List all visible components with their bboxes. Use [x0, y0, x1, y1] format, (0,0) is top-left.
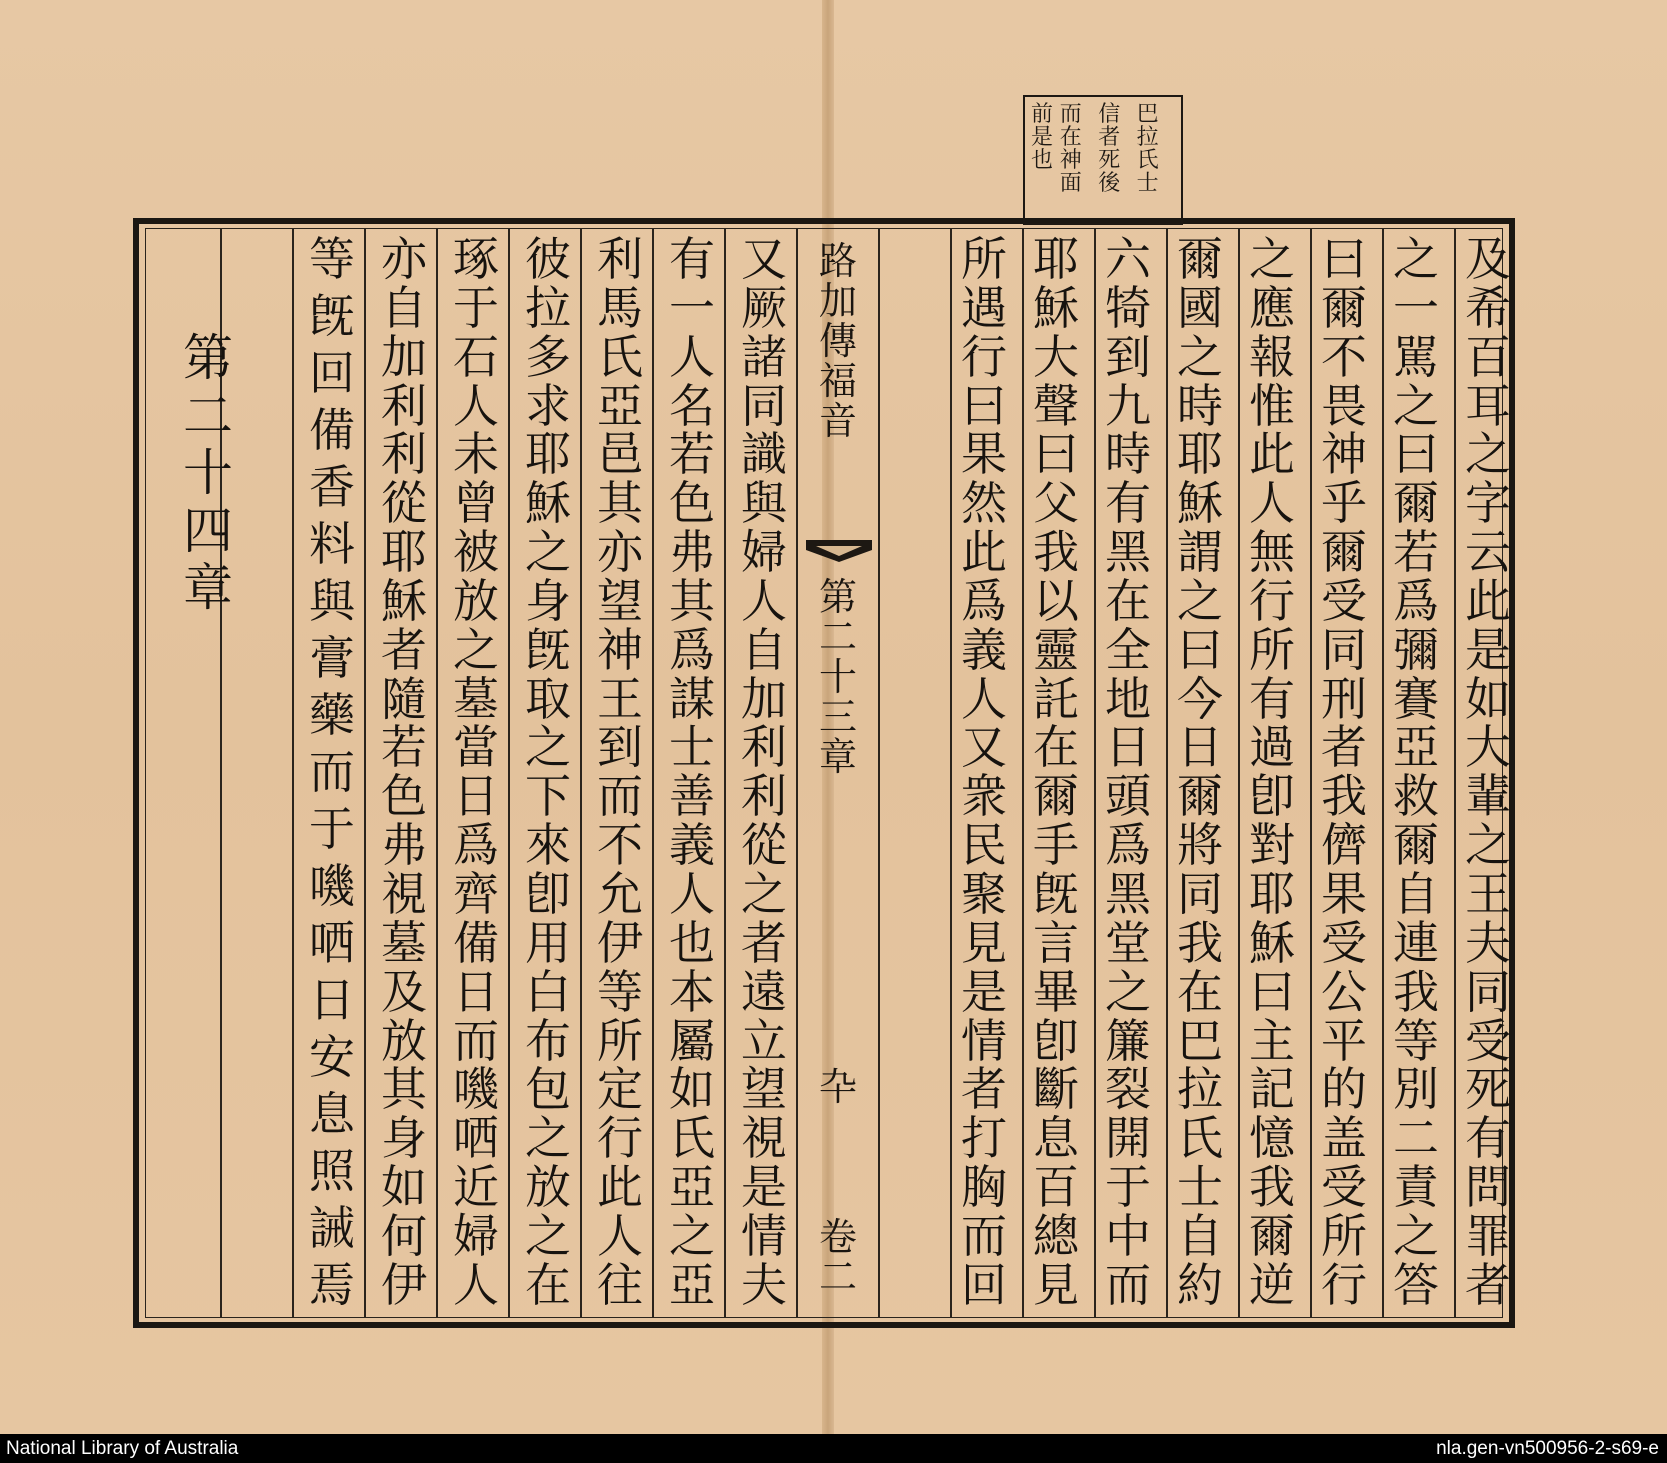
margin-note-line: 巴拉氏士: [1136, 102, 1159, 197]
text-column: 及 希 百 耳 之 字 云 此 是 如 大 輩 之 王 夫 同 受 死 有 問 罪 者: [1465, 232, 1511, 1312]
column-rule: [652, 228, 654, 1318]
column-rule: [508, 228, 510, 1318]
footer-image-id: nla.gen-vn500956-2-s69-e: [1436, 1438, 1659, 1459]
text-column: 之 一 駡 之 曰 爾 若 爲 彌 賽 亞 救 爾 自 連 我 等 別 二 責 之 答: [1393, 232, 1439, 1312]
page-number: 卆: [818, 1065, 857, 1109]
margin-note: [1023, 95, 1183, 225]
text-column: 爾 國 之 時 耶 穌 謂 之 曰 今 日 爾 將 同 我 在 巴 拉 氏 士 自 約: [1177, 232, 1223, 1312]
text-column: 利 馬 氏 亞 邑 其 亦 望 神 王 到 而 不 允 伊 等 所 定 行 此 人 往: [597, 232, 643, 1312]
column-rule: [1166, 228, 1168, 1318]
text-column: 有 一 人 名 若 色 弗 其 爲 謀 士 善 義 人 也 本 屬 如 氏 亞 之 亞: [669, 232, 715, 1312]
text-column: 六 犄 到 九 時 有 黑 在 全 地 日 頭 爲 黑 堂 之 簾 裂 開 于 中 而: [1105, 232, 1151, 1312]
chapter-label: 第 二 十 三 章: [818, 575, 857, 779]
text-column: 等 旣 回 備 香 料 與 膏 藥 而 于 嘰 哂 日 安 息 照 誡 焉: [309, 232, 355, 1312]
column-rule: [292, 228, 294, 1318]
footer-bar: [0, 1434, 1667, 1463]
volume-label: 卷 二: [818, 1215, 857, 1299]
margin-note-line: 而在神面: [1059, 102, 1082, 197]
column-rule: [364, 228, 366, 1318]
text-column: 又 厥 諸 同 識 與 婦 人 自 加 利 利 從 之 者 遠 立 望 視 是 情 夫: [741, 232, 787, 1312]
column-rule: [878, 228, 880, 1318]
text-column: 耶 穌 大 聲 曰 父 我 以 靈 託 在 爾 手 旣 言 畢 卽 斷 息 百 總 見: [1033, 232, 1079, 1312]
column-rule: [1022, 228, 1024, 1318]
column-rule: [580, 228, 582, 1318]
text-column: 琢 于 石 人 未 曾 被 放 之 墓 當 日 爲 齊 備 日 而 嘰 哂 近 婦 人: [453, 232, 499, 1312]
center-fold-column: [808, 228, 868, 1318]
column-rule: [1454, 228, 1456, 1318]
column-rule: [796, 228, 798, 1318]
text-column: 之 應 報 惟 此 人 無 行 所 有 過 卽 對 耶 穌 曰 主 記 憶 我 爾 逆: [1249, 232, 1295, 1312]
column-rule: [1310, 228, 1312, 1318]
margin-note-line: 前是也: [1031, 102, 1054, 174]
column-rule: [724, 228, 726, 1318]
next-chapter-heading: 第 二 十 四 章: [183, 329, 233, 617]
footer-source-label: National Library of Australia: [6, 1438, 239, 1459]
column-rule: [1382, 228, 1384, 1318]
margin-note-line: 信者死後: [1098, 102, 1121, 197]
fishtail-mark-icon: [804, 538, 874, 564]
text-column: 亦 自 加 利 利 從 耶 穌 者 隨 若 色 弗 視 墓 及 放 其 身 如 何 伊: [381, 232, 427, 1312]
column-rule: [436, 228, 438, 1318]
text-column: 曰 爾 不 畏 神 乎 爾 受 同 刑 者 我 儕 果 受 公 平 的 盖 受 所 行: [1321, 232, 1367, 1312]
column-rule: [1094, 228, 1096, 1318]
book-title: 路 加 傳 福 音: [818, 239, 857, 443]
column-rule: [950, 228, 952, 1318]
column-rule: [1238, 228, 1240, 1318]
text-column: 彼 拉 多 求 耶 穌 之 身 旣 取 之 下 來 卽 用 白 布 包 之 放 之 在: [525, 232, 571, 1312]
text-column: 所 遇 行 曰 果 然 此 爲 義 人 又 衆 民 聚 見 是 情 者 打 胸 而 回: [961, 232, 1007, 1312]
